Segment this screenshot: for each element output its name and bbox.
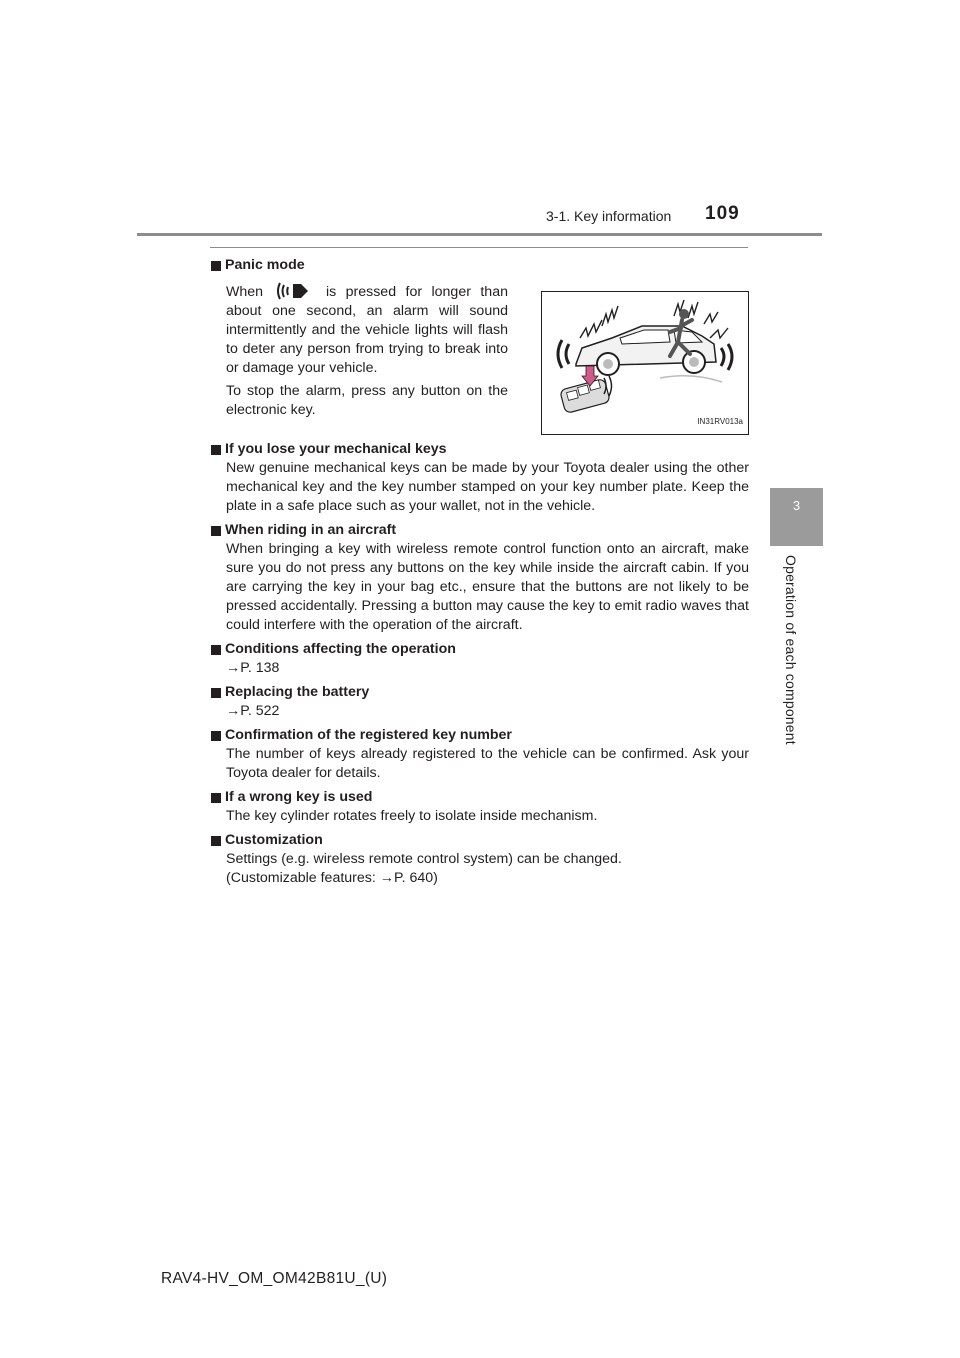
panic-mode-text [211,281,508,435]
section-title [211,726,749,745]
square-bullet-icon [211,645,221,655]
section-body-text: The key cylinder rotates freely to isolate inside mechanism. [226,808,598,824]
section-title [211,788,749,807]
square-bullet-icon [211,793,221,803]
figure-code: IN31RV013a [697,417,743,426]
section-title [211,683,749,702]
page-reference-link[interactable]: →P. 138 [226,660,280,676]
square-bullet-icon [211,688,221,698]
section-body-text: When bringing a key with wireless remote control function onto an aircraft, make sure you do not press any buttons on the key while inside the aircraft cabin. If you are carrying the key in your bag etc., ensure that the buttons are not likely to be pressed accidentally. Pressing a button may cause the key to emit radio waves that could interfere with the operation of the aircraft. [226,541,749,633]
page-reference-link[interactable]: →P. 522 [226,703,280,719]
page-content [211,256,749,893]
panic-mode-illustration [541,291,749,435]
square-bullet-icon [211,261,221,271]
section-body [211,540,749,635]
section-title-text: Replacing the battery [225,684,370,700]
panic-paragraph-1 [226,281,508,378]
document-code: RAV4-HV_OM_OM42B81U_(U) [161,1270,388,1287]
panic-button-icon [277,281,313,301]
section-title [211,521,749,540]
section-panic-mode [211,256,749,435]
customization-reference-link[interactable]: (Customizable features: →P. 640) [226,870,438,886]
section-conditions [211,640,749,678]
section-title [211,831,749,850]
section-title-text: Customization [225,832,323,848]
panic-para1-end: is pressed for longer than about one second, an alarm will sound intermittently and the vehicle lights will flash to deter any person from trying to break into or damage your vehicle. [226,284,508,376]
square-bullet-icon [211,836,221,846]
section-title-text: Conditions affecting the operation [225,641,456,657]
section-title-text: If a wrong key is used [225,789,373,805]
content-top-rule [210,247,748,248]
page-number: 109 [705,203,740,224]
section-body [211,850,749,888]
section-title-text: If you lose your mechanical keys [225,441,447,457]
section-body [211,807,749,826]
section-title [211,256,749,275]
header-rule [137,233,822,236]
section-body [211,459,749,516]
section-body-text: Settings (e.g. wireless remote control system) can be changed. [226,851,622,867]
square-bullet-icon [211,731,221,741]
section-customization [211,831,749,888]
panic-paragraph-2: To stop the alarm, press any button on the electronic key. [226,383,508,418]
square-bullet-icon [211,526,221,536]
panic-para1-start: When [226,284,264,300]
chapter-tab-number: 3 [792,498,801,513]
section-lost-keys [211,440,749,516]
section-aircraft [211,521,749,635]
chapter-tab [770,488,823,546]
chapter-tab-label: Operation of each component [783,555,799,745]
section-heading: 3-1. Key information [546,208,672,224]
panic-mode-body [211,281,749,435]
section-title [211,640,749,659]
section-title-text: When riding in an aircraft [225,522,397,538]
section-body-text: The number of keys already registered to the vehicle can be confirmed. Ask your Toyota dealer for details. [226,746,749,781]
section-battery [211,683,749,721]
section-wrong-key [211,788,749,826]
section-title [211,440,749,459]
section-body-text: New genuine mechanical keys can be made by your Toyota dealer using the other mechanical key and the key number stamped on your key number plate. Keep the plate in a safe place such as your wallet, not in the vehicle. [226,460,749,514]
section-registered-key [211,726,749,783]
section-body [211,745,749,783]
section-title-text: Panic mode [225,257,305,273]
section-title-text: Confirmation of the registered key number [225,727,512,743]
square-bullet-icon [211,445,221,455]
